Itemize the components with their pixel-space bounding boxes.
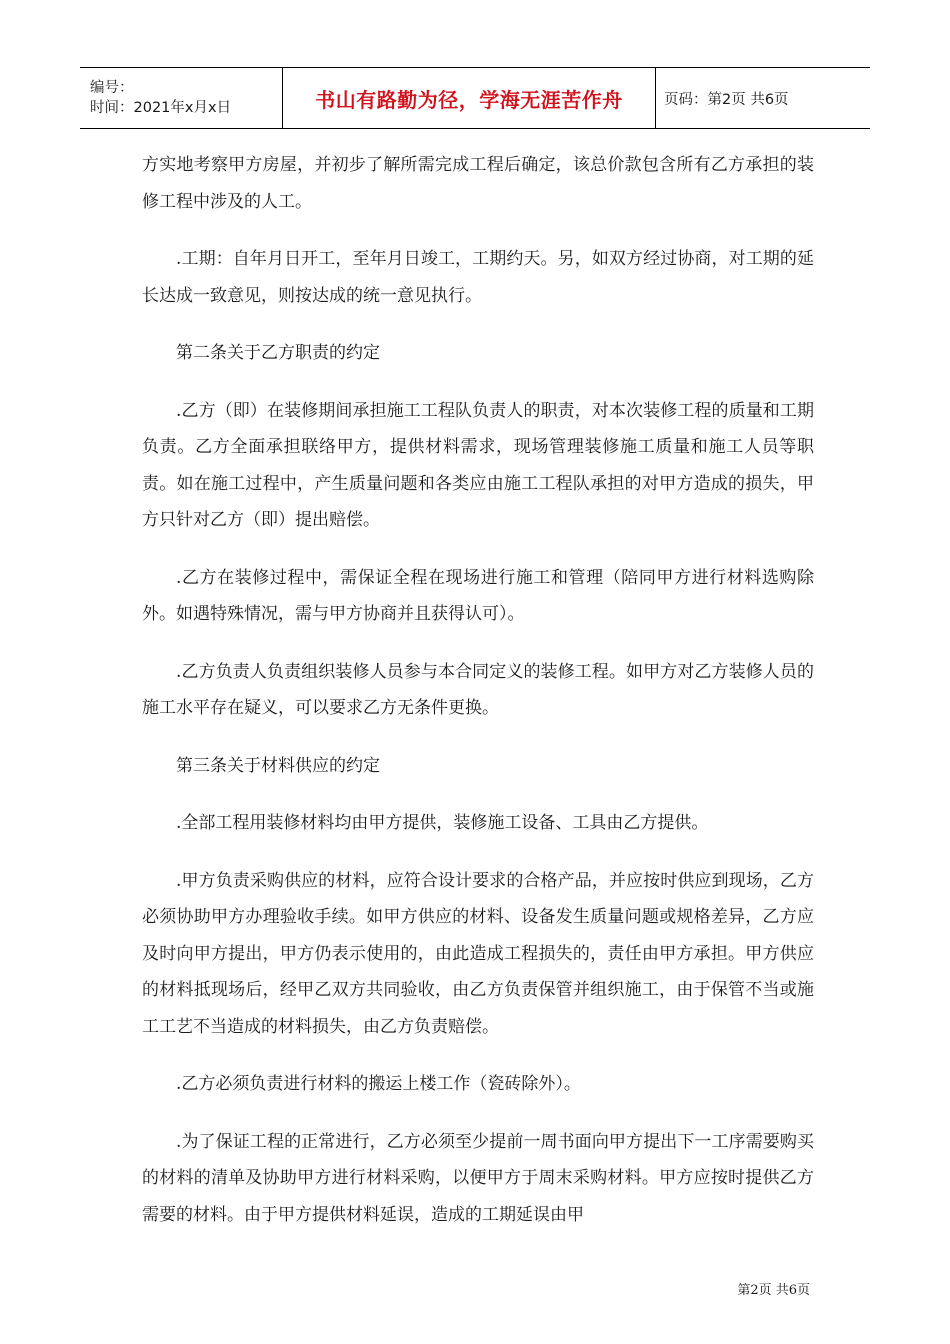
paragraph-3: .乙方（即）在装修期间承担施工工程队负责人的职责，对本次装修工程的质量和工期负责。乙方全面承担联络甲方，提供材料需求，现场管理装修施工质量和施工人员等职责。如在施工过程中，产生质量问题和各类应由施工工程队承担的对甲方造成的损失，甲方只针对乙方（即）提出赔偿。 [142,400,814,530]
paragraph-5: .乙方负责人负责组织装修人员参与本合同定义的装修工程。如甲方对乙方装修人员的施工水平存在疑义，可以要求乙方无条件更换。 [142,661,814,718]
time-label: 时间：2021年x月x日 [90,100,232,116]
page-footer: 第2页 共6页 [737,1283,810,1298]
header-motto-cell [282,68,656,128]
paragraph-2: .工期：自年月日开工，至年月日竣工，工期约天。另，如双方经过协商，对工期的延长达成一致意见，则按达成的统一意见执行。 [142,249,814,306]
paragraph-8: .乙方必须负责进行材料的搬运上楼工作（瓷砖除外）。 [176,1074,581,1094]
code-label: 编号： [90,80,134,96]
paragraph-1: 方实地考察甲方房屋，并初步了解所需完成工程后确定，该总价款包含所有乙方承担的装修工程中涉及的人工。 [142,155,814,212]
paragraph-9: .为了保证工程的正常进行，乙方必须至少提前一周书面向甲方提出下一工序需要购买的材料的清单及协助甲方进行材料采购，以便甲方于周末采购材料。甲方应按时提供乙方需要的材料。由于甲方提供材料延误，造成的工期延误由甲 [142,1131,814,1225]
paragraph-4: .乙方在装修过程中，需保证全程在现场进行施工和管理（陪同甲方进行材料选购除外。如遇特殊情况，需与甲方协商并且获得认可）。 [142,567,814,624]
paragraph-6: .全部工程用装修材料均由甲方提供，装修施工设备、工具由乙方提供。 [176,813,709,833]
motto-text: 书山有路勤为径，学海无涯苦作舟 [315,87,623,112]
section-heading-3: 第三条关于材料供应的约定 [176,755,380,776]
page-header [80,67,870,129]
paragraph-7: .甲方负责采购供应的材料，应符合设计要求的合格产品，并应按时供应到现场，乙方必须协助甲方办理验收手续。如甲方供应的材料、设备发生质量问题或规格差异，乙方应及时向甲方提出，甲方仍表示使用的，由此造成工程损失的，责任由甲方承担。甲方供应的材料抵现场后，经甲乙双方共同验收，由乙方负责保管并组织施工，由于保管不当或施工工艺不当造成的材料损失，由乙方负责赔偿。 [142,870,814,1037]
section-heading-2: 第二条关于乙方职责的约定 [176,343,380,363]
document-body [142,147,814,1254]
header-meta [80,68,282,128]
header-page-cell [656,68,870,128]
page-number-label: 页码：第2页 共6页 [664,91,789,108]
